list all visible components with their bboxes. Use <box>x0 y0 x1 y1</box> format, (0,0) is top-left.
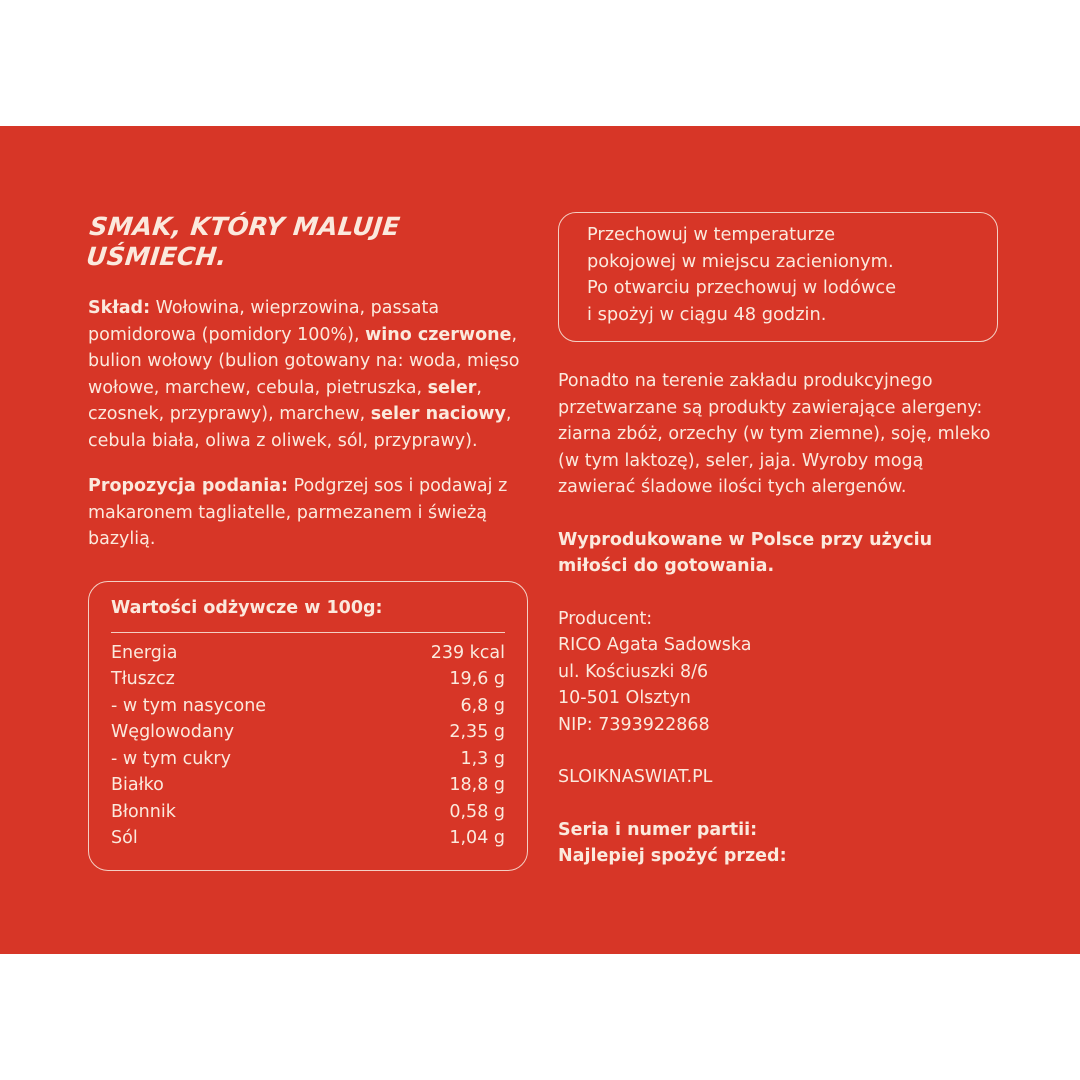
nutrient-value: 0,58 g <box>449 801 505 822</box>
nutrition-row <box>111 719 505 746</box>
producer-city: 10-501 Olsztyn <box>558 688 691 708</box>
nutrition-row <box>111 825 505 852</box>
ingredients-text <box>88 295 528 454</box>
producer-info <box>558 606 1002 739</box>
made-in-text: Wyprodukowane w Polsce przy użyciu miłości do gotowania. <box>558 529 933 576</box>
nutrition-row <box>111 746 505 773</box>
producer-street: ul. Kościuszki 8/6 <box>558 661 709 682</box>
producer-label: Producent: <box>558 608 653 629</box>
nutrient-value: 18,8 g <box>449 775 505 795</box>
nutrient-value: 2,35 g <box>449 722 505 742</box>
nutrient-name: - w tym cukry <box>111 748 231 769</box>
allergen-wine: wino czerwone <box>365 324 512 345</box>
serving-label: Propozycja podania: <box>88 476 289 496</box>
ingredients-part-2: , bulion wołowy (bulion gotowany na: woda, mięso wołowe, marchew, cebula, pietruszka, <box>88 324 520 398</box>
made-in-poland <box>558 527 1002 580</box>
nutrition-row <box>111 666 505 693</box>
producer-name: RICO Agata Sadowska <box>558 635 752 655</box>
allergen-notice: Ponadto na terenie zakładu produkcyjnego przetwarzane są produkty zawierające alergeny: ziarna zbóż, orzechy (w tym ziemne), soję, mleko (w tym laktozę), seler, jaja. Wyroby mogą zawierać śladowe ilości tych alergenów. <box>558 371 991 497</box>
nutrient-value: 6,8 g <box>460 695 505 716</box>
serving-suggestion <box>88 473 528 553</box>
nutrient-name: Tłuszcz <box>111 669 175 689</box>
producer-nip: NIP: 7393922868 <box>558 714 710 735</box>
nutrition-row <box>111 772 505 799</box>
right-column <box>558 212 1002 870</box>
ingredients-part-4: , cebula biała, oliwa z oliwek, sól, przyprawy). <box>88 404 512 451</box>
nutrition-divider <box>111 632 505 633</box>
nutrition-title: Wartości odżywcze w 100g: <box>111 597 383 618</box>
ingredients-label: Skład: <box>88 298 151 318</box>
storage-instructions <box>558 212 998 342</box>
batch-info <box>558 817 1002 870</box>
product-label <box>0 126 1080 954</box>
nutrient-name: Energia <box>111 642 178 663</box>
ingredients-part-1: Wołowina, wieprzowina, passata pomidorowa (pomidory 100%), <box>88 298 440 345</box>
left-column <box>84 212 528 871</box>
nutrient-name: - w tym nasycone <box>111 695 267 716</box>
nutrient-value: 1,04 g <box>449 828 505 848</box>
storage-line: Po otwarciu przechowuj w lodówce <box>587 277 897 298</box>
nutrition-row <box>111 693 505 720</box>
allergen-celery: seler <box>427 377 477 398</box>
nutrient-name: Błonnik <box>111 801 176 822</box>
best-before-label: Najlepiej spożyć przed: <box>558 846 787 866</box>
nutrient-name: Węglowodany <box>111 722 235 742</box>
storage-line: pokojowej w miejscu zacienionym. <box>587 250 894 272</box>
ingredients-part-3: , czosnek, przyprawy), marchew, <box>88 377 482 424</box>
nutrition-table <box>88 581 528 871</box>
nutrient-value: 239 kcal <box>430 642 505 663</box>
batch-series-label: Seria i numer partii: <box>558 819 758 840</box>
nutrient-name: Białko <box>111 775 164 795</box>
nutrition-row <box>111 799 505 826</box>
slogan: SMAK, KTÓRY MALUJE UŚMIECH. <box>84 212 402 271</box>
storage-line: Przechowuj w temperaturze <box>587 224 836 245</box>
nutrient-name: Sól <box>111 828 138 848</box>
allergen-celery-stalk: seler naciowy <box>370 404 506 424</box>
nutrient-value: 19,6 g <box>449 669 505 689</box>
storage-line: i spożyj w ciągu 48 godzin. <box>587 303 827 325</box>
serving-text: Podgrzej sos i podawaj z makaronem tagliatelle, parmezanem i świeżą bazylią. <box>88 476 508 549</box>
nutrition-row <box>111 640 505 667</box>
nutrient-value: 1,3 g <box>460 748 505 769</box>
website-link[interactable]: SLOIKNASWIAT.PL <box>558 767 713 787</box>
